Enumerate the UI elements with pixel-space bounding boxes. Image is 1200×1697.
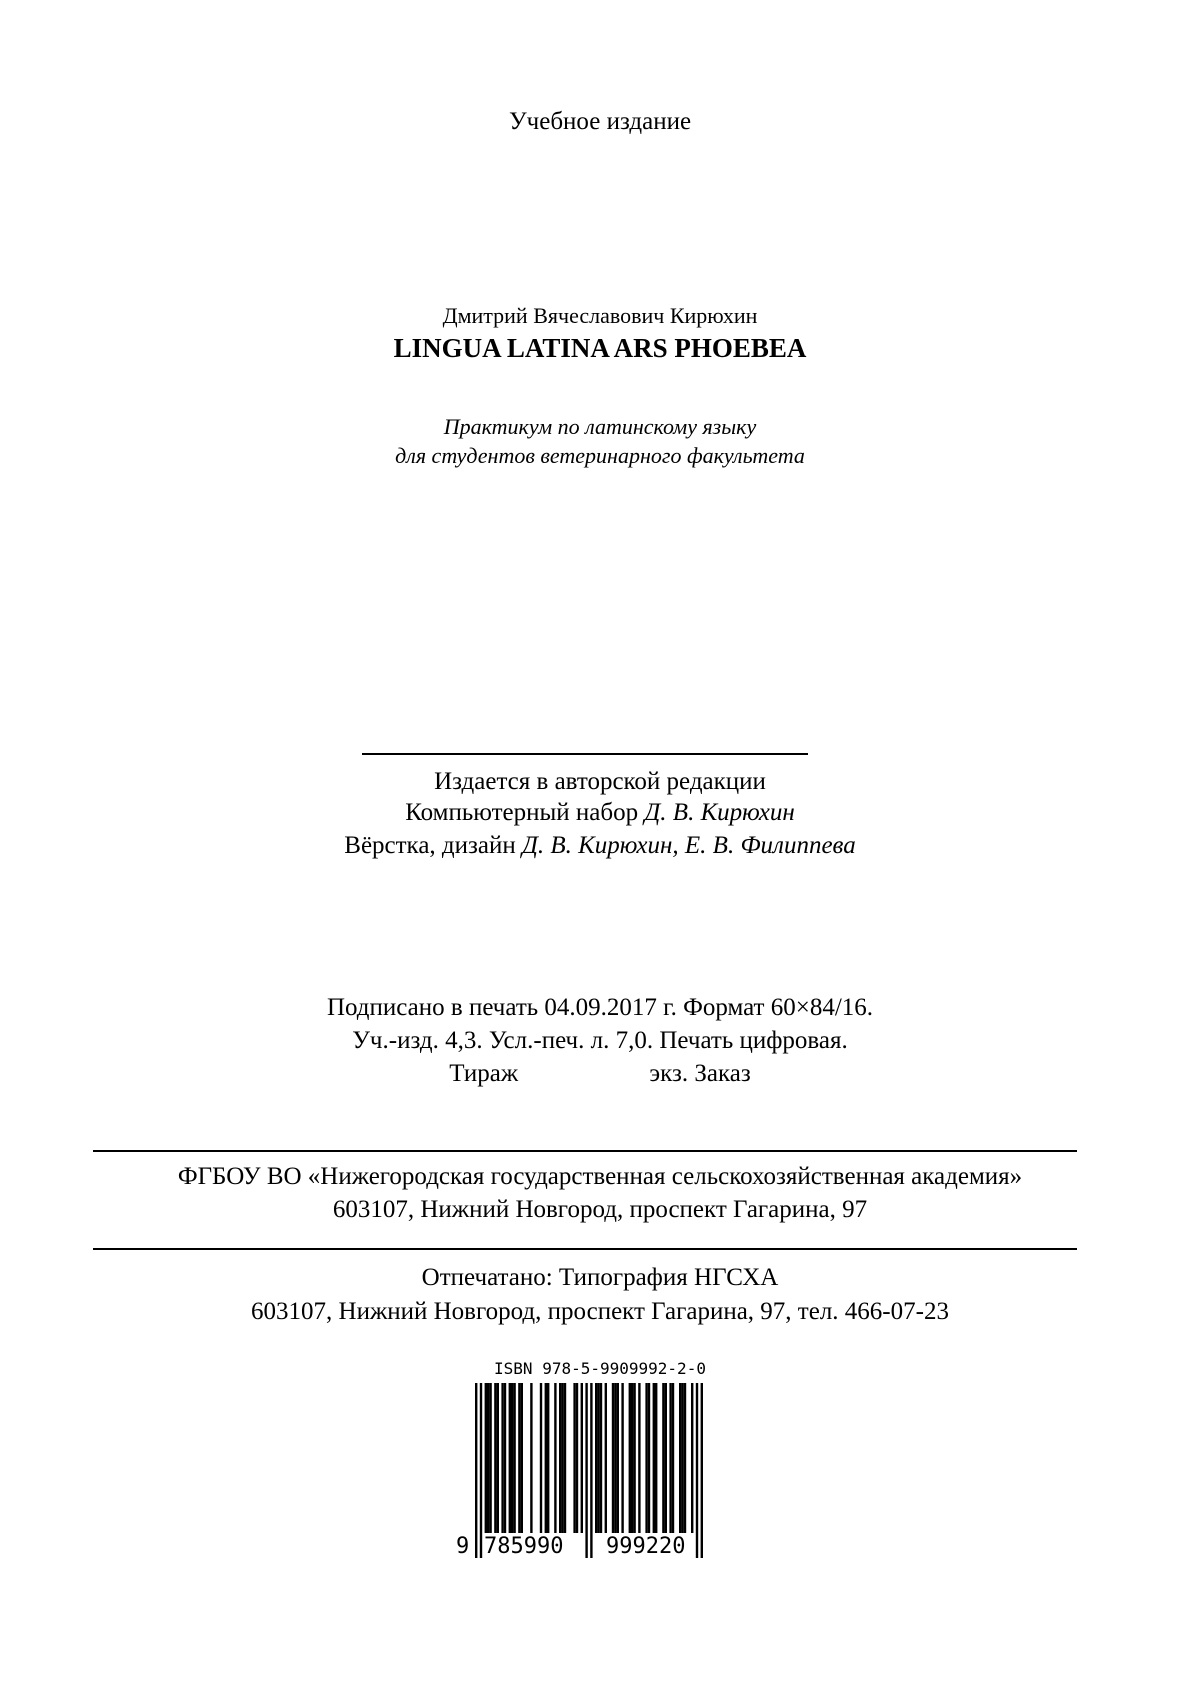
credits-typesetting-name: Д. В. Кирюхин — [644, 799, 795, 826]
subtitle-line-1: Практикум по латинскому языку — [443, 414, 757, 439]
print-sheets-type: Уч.-изд. 4,3. Усл.-печ. л. 7,0. Печать цифровая. — [352, 1027, 848, 1054]
credits-typesetting-label: Компьютерный набор — [405, 799, 645, 826]
barcode-left-digits: 785990 — [484, 1534, 564, 1559]
credits-typesetting — [0, 799, 1200, 827]
isbn-label: ISBN 978-5-9909992-2-0 — [494, 1359, 706, 1378]
credits-layout-label: Вёрстка, дизайн — [344, 832, 522, 859]
barcode-right-digits: 999220 — [606, 1534, 686, 1559]
publisher-address: 603107, Нижний Новгород, проспект Гагарина, 97 — [332, 1196, 868, 1223]
credits-layout — [0, 832, 1200, 860]
publisher-name: ФГБОУ ВО «Нижегородская государственная сельскохозяйственная академия» — [177, 1163, 1023, 1190]
subtitle-line-2: для студентов ветеринарного факультета — [395, 443, 805, 468]
printer-name: Отпечатано: Типография НГСХА — [421, 1264, 779, 1291]
barcode-first-digit: 9 — [456, 1534, 470, 1559]
print-run-order: Тираж экз. Заказ — [449, 1060, 751, 1087]
edition-type: Учебное издание — [508, 108, 692, 135]
credits-layout-names: Д. В. Кирюхин, Е. В. Филиппева — [522, 832, 856, 859]
divider-publisher-top — [93, 1150, 1077, 1152]
book-title: LINGUA LATINA ARS PHOEBEA — [393, 333, 807, 363]
printer-address: 603107, Нижний Новгород, проспект Гагарина, 97, тел. 466-07-23 — [251, 1298, 949, 1325]
author-name: Дмитрий Вячеславович Кирюхин — [442, 303, 758, 328]
print-signed-format: Подписано в печать 04.09.2017 г. Формат 60×84/16. — [326, 994, 874, 1021]
divider-short — [362, 753, 808, 755]
divider-publisher-bottom — [93, 1248, 1077, 1250]
credits-edition-note: Издается в авторской редакции — [434, 768, 766, 795]
